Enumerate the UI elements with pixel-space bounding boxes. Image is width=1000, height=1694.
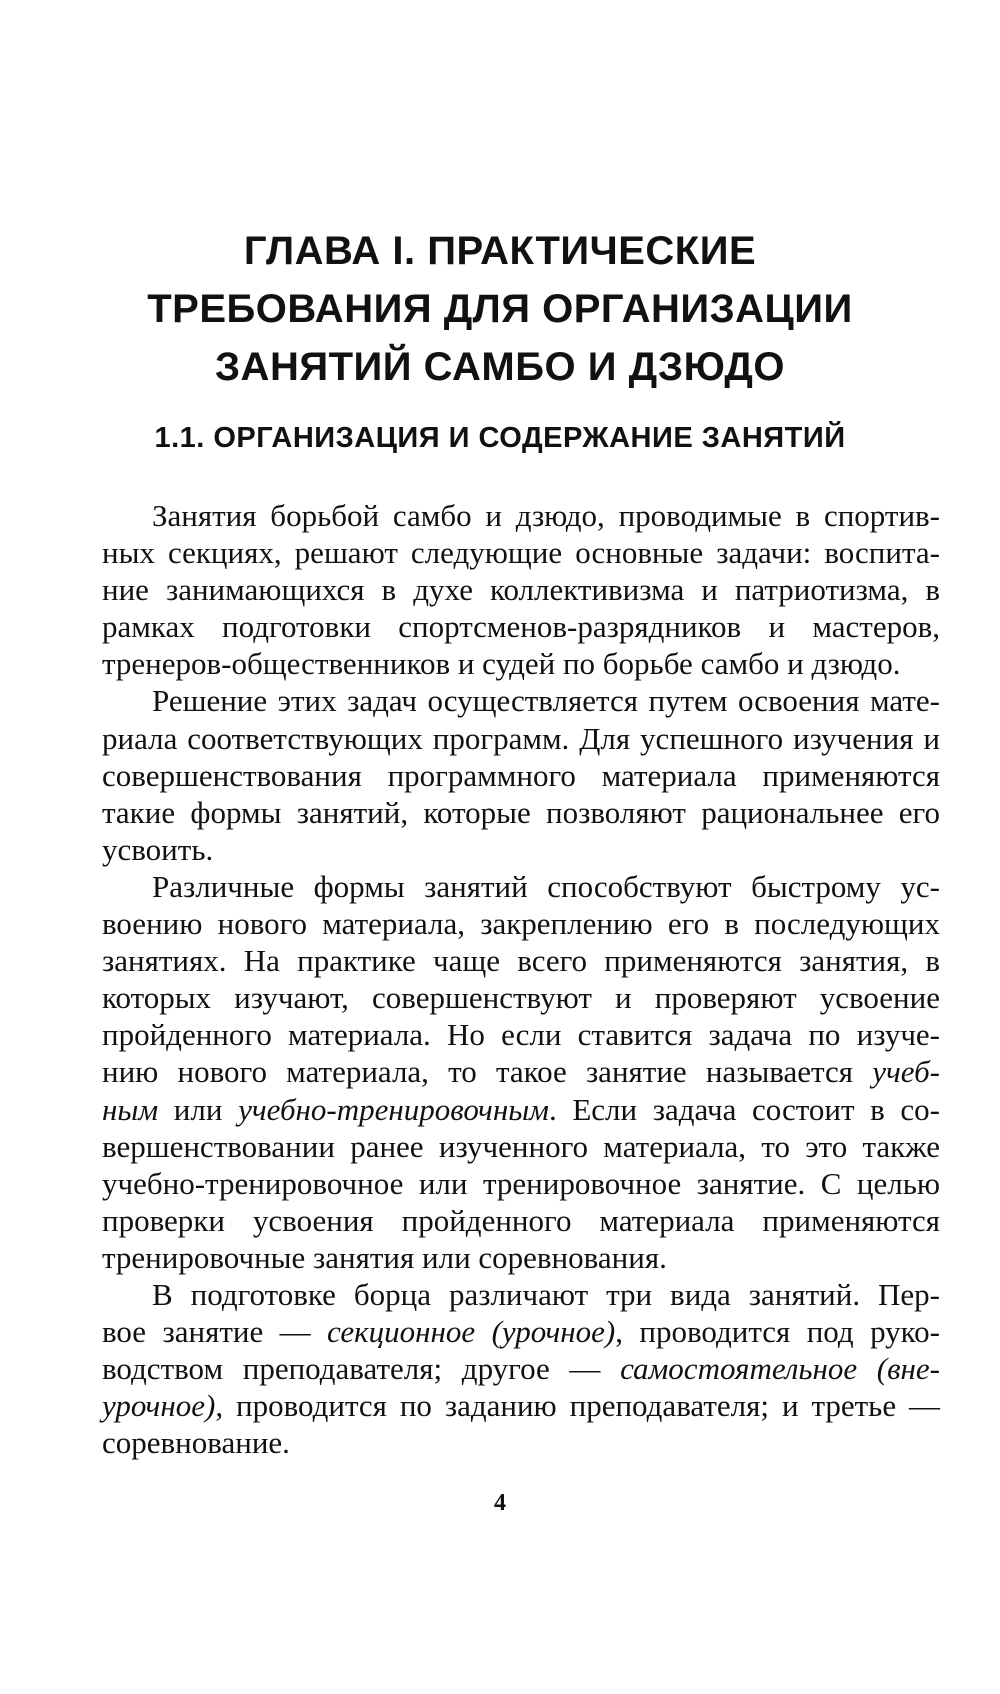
- chapter-title-line: ТРЕБОВАНИЯ ДЛЯ ОРГАНИЗАЦИИ: [147, 287, 853, 331]
- text-run: Занятия борьбой самбо и дзюдо, проводимые в спортив-: [152, 498, 940, 533]
- section-heading: 1.1. ОРГАНИЗАЦИЯ И СОДЕРЖАНИЕ ЗАНЯТИЙ: [154, 422, 846, 454]
- text-line: [102, 608, 940, 645]
- text-line: [102, 1313, 940, 1350]
- text-line: [102, 1016, 940, 1053]
- chapter-title-line: ГЛАВА I. ПРАКТИЧЕСКИЕ: [243, 229, 757, 273]
- text-run: учебно-тренировочное или тренировочное занятие. С целью: [102, 1165, 940, 1201]
- body-text: [102, 497, 940, 1461]
- text-run: нию нового материала, то такое занятие называется: [102, 1054, 873, 1090]
- text-line: [102, 1091, 940, 1128]
- text-line: [102, 1239, 940, 1276]
- text-line: [102, 682, 940, 719]
- text-line: [102, 1165, 940, 1202]
- page-number: 4: [494, 1490, 506, 1516]
- text-run: которых изучают, совершенствуют и проверяют усвоение: [102, 980, 940, 1016]
- italic-term: самостоятельное (вне-: [620, 1351, 940, 1387]
- text-run: , проводится по заданию преподавателя; и третье —: [215, 1388, 940, 1424]
- text-run: , проводится под руко-: [615, 1314, 940, 1350]
- italic-term: урочное): [102, 1388, 216, 1424]
- text-line: [102, 1053, 940, 1090]
- text-run: усвоить.: [102, 831, 214, 867]
- text-run: ние занимающихся в духе коллективизма и патриотизма, в: [102, 572, 940, 608]
- text-run: такие формы занятий, которые позволяют рациональнее его: [102, 794, 940, 830]
- text-line: [102, 1424, 940, 1461]
- text-run: рамках подготовки спортсменов-разрядников и мастеров,: [102, 609, 940, 645]
- text-line: [102, 534, 940, 571]
- text-line: [102, 1276, 940, 1313]
- text-run: Различные формы занятий способствуют быстрому ус-: [152, 868, 940, 904]
- chapter-title: [100, 222, 900, 396]
- text-line: [102, 905, 940, 942]
- text-line: [102, 1350, 940, 1387]
- text-line: [102, 868, 940, 905]
- text-run: пройденного материала. Но если ставится задача по изуче-: [102, 1017, 940, 1053]
- text-line: [102, 1387, 940, 1424]
- italic-term: учеб-: [872, 1054, 940, 1090]
- text-run: ных секциях, решают следующие основные задачи: воспита-: [102, 535, 940, 571]
- text-run: или: [158, 1091, 239, 1127]
- text-line: [102, 1202, 940, 1239]
- text-run: Решение этих задач осуществляется путем освоения мате-: [152, 683, 940, 719]
- text-run: вершенствовании ранее изученного материала, то это также: [102, 1128, 940, 1164]
- text-run: тренировочные занятия или соревнования.: [102, 1239, 667, 1275]
- text-run: вое занятие —: [102, 1314, 328, 1350]
- text-line: [102, 942, 940, 979]
- text-run: проверки усвоения пройденного материала применяются: [102, 1202, 940, 1238]
- text-run: занятиях. На практике чаще всего применяются занятия, в: [102, 943, 940, 979]
- text-run: водством преподавателя; другое —: [102, 1351, 621, 1387]
- text-run: тренеров-общественников и судей по борьбе самбо и дзюдо.: [102, 646, 901, 682]
- text-run: В подготовке борца различают три вида занятий. Пер-: [152, 1276, 940, 1312]
- text-run: риала соответствующих программ. Для успешного изучения и: [102, 720, 940, 756]
- text-line: [102, 571, 940, 608]
- italic-term: ным: [102, 1091, 159, 1127]
- text-run: . Если задача состоит в со-: [548, 1091, 941, 1127]
- text-line: [102, 645, 940, 682]
- text-line: [102, 831, 940, 868]
- text-line: [102, 1128, 940, 1165]
- text-line: [102, 979, 940, 1016]
- italic-term: секционное (урочное): [327, 1314, 616, 1350]
- text-line: [102, 794, 940, 831]
- text-run: совершенствования программного материала применяются: [102, 757, 940, 793]
- italic-term: учебно-тренировочным: [238, 1091, 549, 1127]
- text-run: соревнование.: [102, 1425, 290, 1461]
- text-run: воению нового материала, закреплению его в последующих: [102, 906, 940, 942]
- text-line: [102, 757, 940, 794]
- chapter-title-line: ЗАНЯТИЙ САМБО И ДЗЮДО: [215, 345, 785, 389]
- text-line: [102, 720, 940, 757]
- text-line: [102, 497, 940, 534]
